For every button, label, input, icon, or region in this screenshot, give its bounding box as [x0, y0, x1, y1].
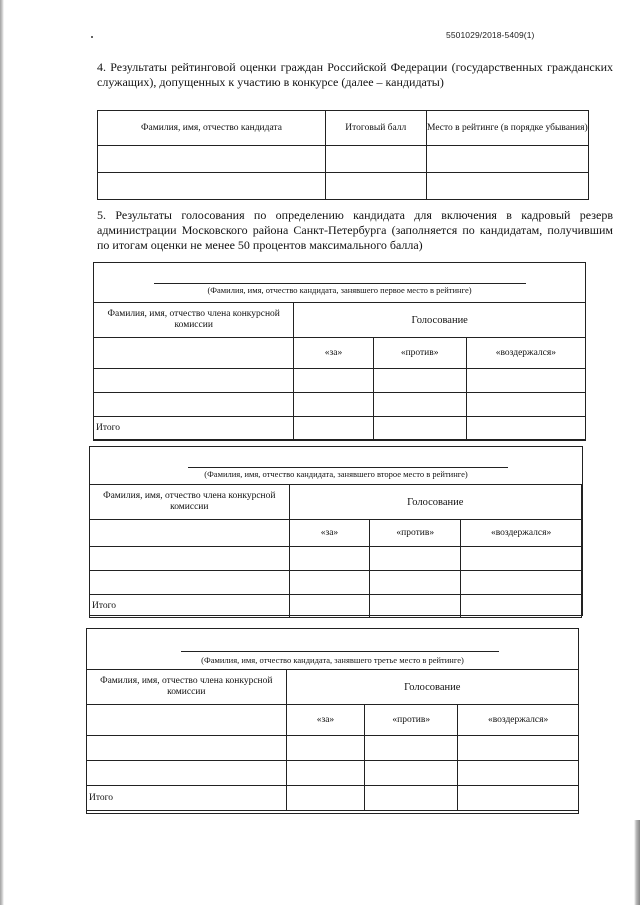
- table-row: [98, 146, 589, 173]
- vote-subheader-row: [94, 338, 586, 369]
- member-cell[interactable]: [90, 571, 290, 595]
- vote-cell[interactable]: [458, 761, 579, 786]
- rating-cell[interactable]: [98, 146, 326, 173]
- member-name-header: Фамилия, имя, отчество члена конкурсной комиссии: [90, 485, 290, 520]
- member-cell[interactable]: [90, 520, 290, 547]
- candidate-caption: (Фамилия, имя, отчество кандидата, занявшего первое место в рейтинге): [207, 285, 472, 295]
- total-row: [94, 417, 586, 441]
- total-label: Итого: [87, 786, 287, 811]
- vote-abstained-header: «воздержался»: [466, 338, 585, 369]
- vote-cell[interactable]: [294, 369, 373, 393]
- candidate-name-line: [154, 283, 526, 284]
- vote-against-header: «против»: [370, 520, 461, 547]
- vote-block-third-place: [86, 628, 579, 814]
- rating-cell[interactable]: [325, 146, 426, 173]
- candidate-caption: (Фамилия, имя, отчество кандидата, занявшего второе место в рейтинге): [204, 469, 468, 479]
- rating-cell[interactable]: [426, 146, 588, 173]
- document-number: 5501029/2018-5409(1): [446, 30, 535, 40]
- vote-cell[interactable]: [289, 571, 370, 595]
- vote-cell[interactable]: [458, 786, 579, 811]
- vote-cell[interactable]: [466, 369, 585, 393]
- vote-cell[interactable]: [289, 595, 370, 618]
- member-cell[interactable]: [87, 761, 287, 786]
- vote-block-first-place: [93, 262, 586, 440]
- vote-cell[interactable]: [289, 547, 370, 571]
- voting-header: Голосование: [286, 670, 578, 705]
- rating-cell[interactable]: [426, 173, 588, 200]
- vote-cell[interactable]: [466, 417, 585, 441]
- candidate-caption: (Фамилия, имя, отчество кандидата, занявшего третье место в рейтинге): [201, 655, 464, 665]
- vote-abstained-header: «воздержался»: [461, 520, 582, 547]
- vote-table: [89, 484, 582, 618]
- vote-for-header: «за»: [289, 520, 370, 547]
- member-cell[interactable]: [94, 338, 294, 369]
- table-row: [87, 761, 579, 786]
- vote-cell[interactable]: [294, 417, 373, 441]
- table-row: [87, 736, 579, 761]
- total-label: Итого: [94, 417, 294, 441]
- scan-edge-right: [634, 820, 640, 905]
- rating-table-header: [98, 111, 589, 146]
- total-row: [90, 595, 582, 618]
- vote-cell[interactable]: [294, 393, 373, 417]
- member-name-header: Фамилия, имя, отчество члена конкурсной комиссии: [94, 303, 294, 338]
- member-cell[interactable]: [90, 547, 290, 571]
- scan-edge-left: [0, 0, 4, 905]
- member-cell[interactable]: [87, 736, 287, 761]
- vote-cell[interactable]: [373, 417, 466, 441]
- vote-subheader-row: [90, 520, 582, 547]
- total-label: Итого: [90, 595, 290, 618]
- table-row: [90, 547, 582, 571]
- member-cell[interactable]: [87, 705, 287, 736]
- vote-cell[interactable]: [286, 761, 365, 786]
- vote-cell[interactable]: [286, 786, 365, 811]
- candidate-name-line: [181, 651, 499, 652]
- voting-header: Голосование: [294, 303, 586, 338]
- total-row: [87, 786, 579, 811]
- col-candidate-name: Фамилия, имя, отчество кандидата: [98, 111, 326, 146]
- table-row: [98, 173, 589, 200]
- vote-subheader-row: [87, 705, 579, 736]
- scan-speck: [91, 36, 93, 38]
- vote-cell[interactable]: [370, 595, 461, 618]
- vote-for-header: «за»: [286, 705, 365, 736]
- col-final-score: Итоговый балл: [325, 111, 426, 146]
- vote-against-header: «против»: [373, 338, 466, 369]
- vote-cell[interactable]: [370, 571, 461, 595]
- voting-header: Голосование: [289, 485, 581, 520]
- vote-table-header: [87, 670, 579, 705]
- vote-cell[interactable]: [458, 736, 579, 761]
- vote-cell[interactable]: [365, 736, 458, 761]
- vote-against-header: «против»: [365, 705, 458, 736]
- vote-cell[interactable]: [461, 595, 582, 618]
- member-cell[interactable]: [94, 393, 294, 417]
- section-5-text: 5. Результаты голосования по определению кандидата для включения в кадровый резерв администрации Московского района Санкт-Петербурга (заполняется по кандидатам, получившим по итогам оценки не менее 50 процентов максимального балла): [97, 208, 613, 252]
- vote-cell[interactable]: [461, 571, 582, 595]
- rating-cell[interactable]: [325, 173, 426, 200]
- vote-table-header: [90, 485, 582, 520]
- vote-table-header: [94, 303, 586, 338]
- vote-block-second-place: [89, 446, 583, 616]
- vote-table: [86, 669, 579, 811]
- vote-cell[interactable]: [373, 393, 466, 417]
- vote-cell[interactable]: [373, 369, 466, 393]
- candidate-name-line: [188, 467, 508, 468]
- member-name-header: Фамилия, имя, отчество члена конкурсной комиссии: [87, 670, 287, 705]
- rating-table: [97, 110, 589, 200]
- vote-cell[interactable]: [286, 736, 365, 761]
- vote-cell[interactable]: [365, 761, 458, 786]
- table-row: [90, 571, 582, 595]
- col-rating-place: Место в рейтинге (в порядке убывания): [426, 111, 588, 146]
- table-row: [94, 369, 586, 393]
- vote-cell[interactable]: [365, 786, 458, 811]
- vote-abstained-header: «воздержался»: [458, 705, 579, 736]
- vote-cell[interactable]: [461, 547, 582, 571]
- vote-cell[interactable]: [466, 393, 585, 417]
- vote-table: [93, 302, 586, 441]
- vote-cell[interactable]: [370, 547, 461, 571]
- section-4-text: 4. Результаты рейтинговой оценки граждан Российской Федерации (государственных гражданских служащих), допущенных к участию в конкурсе (далее – кандидаты): [97, 60, 613, 89]
- member-cell[interactable]: [94, 369, 294, 393]
- rating-cell[interactable]: [98, 173, 326, 200]
- vote-for-header: «за»: [294, 338, 373, 369]
- table-row: [94, 393, 586, 417]
